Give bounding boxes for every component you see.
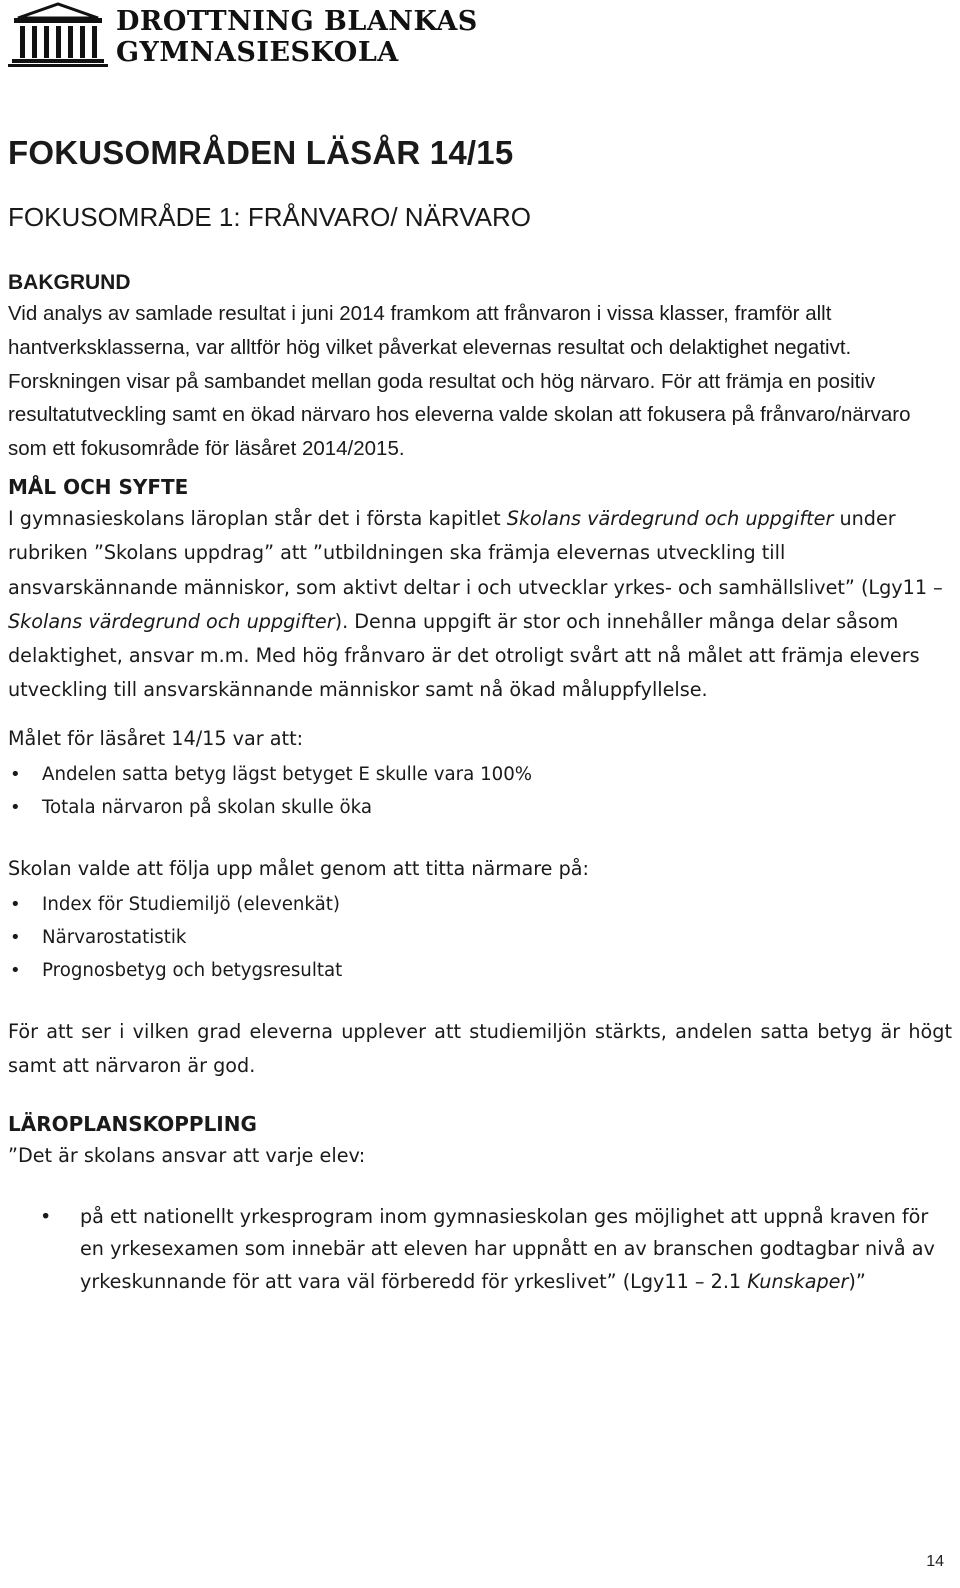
list-item bbox=[8, 921, 952, 954]
list-item-text: Andelen satta betyg lägst betyget E skulle vara 100% bbox=[42, 763, 533, 785]
bullet: • bbox=[10, 763, 21, 785]
logo-text-line1: DROTTNING BLANKAS bbox=[116, 6, 478, 37]
goals-lead: Målet för läsåret 14/15 var att: bbox=[8, 726, 304, 750]
bullet: • bbox=[10, 959, 21, 981]
method-lead: Skolan valde att följa upp målet genom att titta närmare på: bbox=[8, 856, 589, 880]
school-header bbox=[6, 0, 526, 72]
method-list bbox=[8, 888, 952, 987]
bullet: • bbox=[10, 893, 21, 915]
laroplan-intro: ”Det är skolans ansvar att varje elev: bbox=[8, 1143, 366, 1167]
list-item bbox=[8, 888, 952, 921]
mal-text-part2: under rubriken ”Skolans uppdrag” att ”utbildningen ska främja elevernas utveckling till ansvarskännande människor, som aktivt deltar i och utvecklar yrkes- och samhällslivet” (Lgy11 – bbox=[8, 506, 943, 599]
mal-text-emphasis2: Skolans värdegrund och uppgifter bbox=[8, 609, 335, 633]
school-building-icon bbox=[8, 2, 108, 68]
list-item-text: Närvarostatistik bbox=[42, 926, 187, 948]
evaluation-text: För att ser i vilken grad eleverna upplever att studiemiljön stärkts, andelen satta betyg är högt samt att närvaron är god. bbox=[8, 1019, 952, 1077]
page-number: 14 bbox=[926, 1553, 944, 1570]
main-content bbox=[8, 134, 952, 1298]
list-item-text: Prognosbetyg och betygsresultat bbox=[42, 959, 343, 981]
laroplan-list bbox=[8, 1201, 952, 1299]
laroplan-item-text: på ett nationellt yrkesprogram inom gymnasieskolan ges möjlighet att uppnå kraven för en yrkesexamen som innebär att eleven har uppnått en av branschen godtagbar nivå av yrkeskunnande för att vara väl förberedd för yrkeslivet” (Lgy11 – 2.1 bbox=[80, 1204, 935, 1293]
list-item bbox=[8, 954, 952, 987]
page-title: FOKUSOMRÅDEN LÄSÅR 14/15 bbox=[8, 134, 514, 171]
list-item bbox=[8, 758, 952, 791]
mal-text-part3: ). Denna uppgift är stor och innehåller många delar såsom delaktighet, ansvar m.m. Med hög frånvaro är det otroligt svårt att nå målet att främja elevers utveckling till ansvarskännande människor samt nå ökad måluppfyllelse. bbox=[8, 609, 920, 702]
bullet: • bbox=[10, 926, 21, 948]
mal-text-part1: I gymnasieskolans läroplan står det i första kapitlet bbox=[8, 506, 507, 530]
list-item bbox=[8, 791, 952, 824]
logo-text-line2: GYMNASIESKOLA bbox=[116, 37, 399, 68]
bullet: • bbox=[10, 796, 21, 818]
bakgrund-heading: BAKGRUND bbox=[8, 271, 131, 294]
laroplan-heading: LÄROPLANSKOPPLING bbox=[8, 1111, 257, 1136]
list-item-text: Index för Studiemiljö (elevenkät) bbox=[42, 893, 341, 915]
section-title: FOKUSOMRÅDE 1: FRÅNVARO/ NÄRVARO bbox=[8, 202, 531, 232]
bakgrund-text: Vid analys av samlade resultat i juni 2014 framkom att frånvaron i vissa klasser, framför allt hantverksklasserna, var alltför hög vilket påverkat elevernas resultat och delaktighet negativt. Forskningen visar på sambandet mellan goda resultat och hög närvaro. För att främja en positiv resultatutveckling samt en ökad närvaro hos eleverna valde skolan att fokusera på frånvaro/närvaro som ett fokusområde för läsåret 2014/2015. bbox=[8, 302, 911, 461]
list-item bbox=[8, 1201, 952, 1299]
goals-list bbox=[8, 758, 952, 824]
mal-text bbox=[8, 502, 952, 708]
laroplan-item-end: )” bbox=[848, 1269, 866, 1293]
mal-heading: MÅL OCH SYFTE bbox=[8, 474, 189, 499]
mal-text-emphasis1: Skolans värdegrund och uppgifter bbox=[506, 506, 834, 530]
list-item-text: Totala närvaron på skolan skulle öka bbox=[42, 796, 372, 818]
bullet: • bbox=[40, 1204, 52, 1228]
laroplan-item-emphasis: Kunskaper bbox=[747, 1269, 849, 1293]
